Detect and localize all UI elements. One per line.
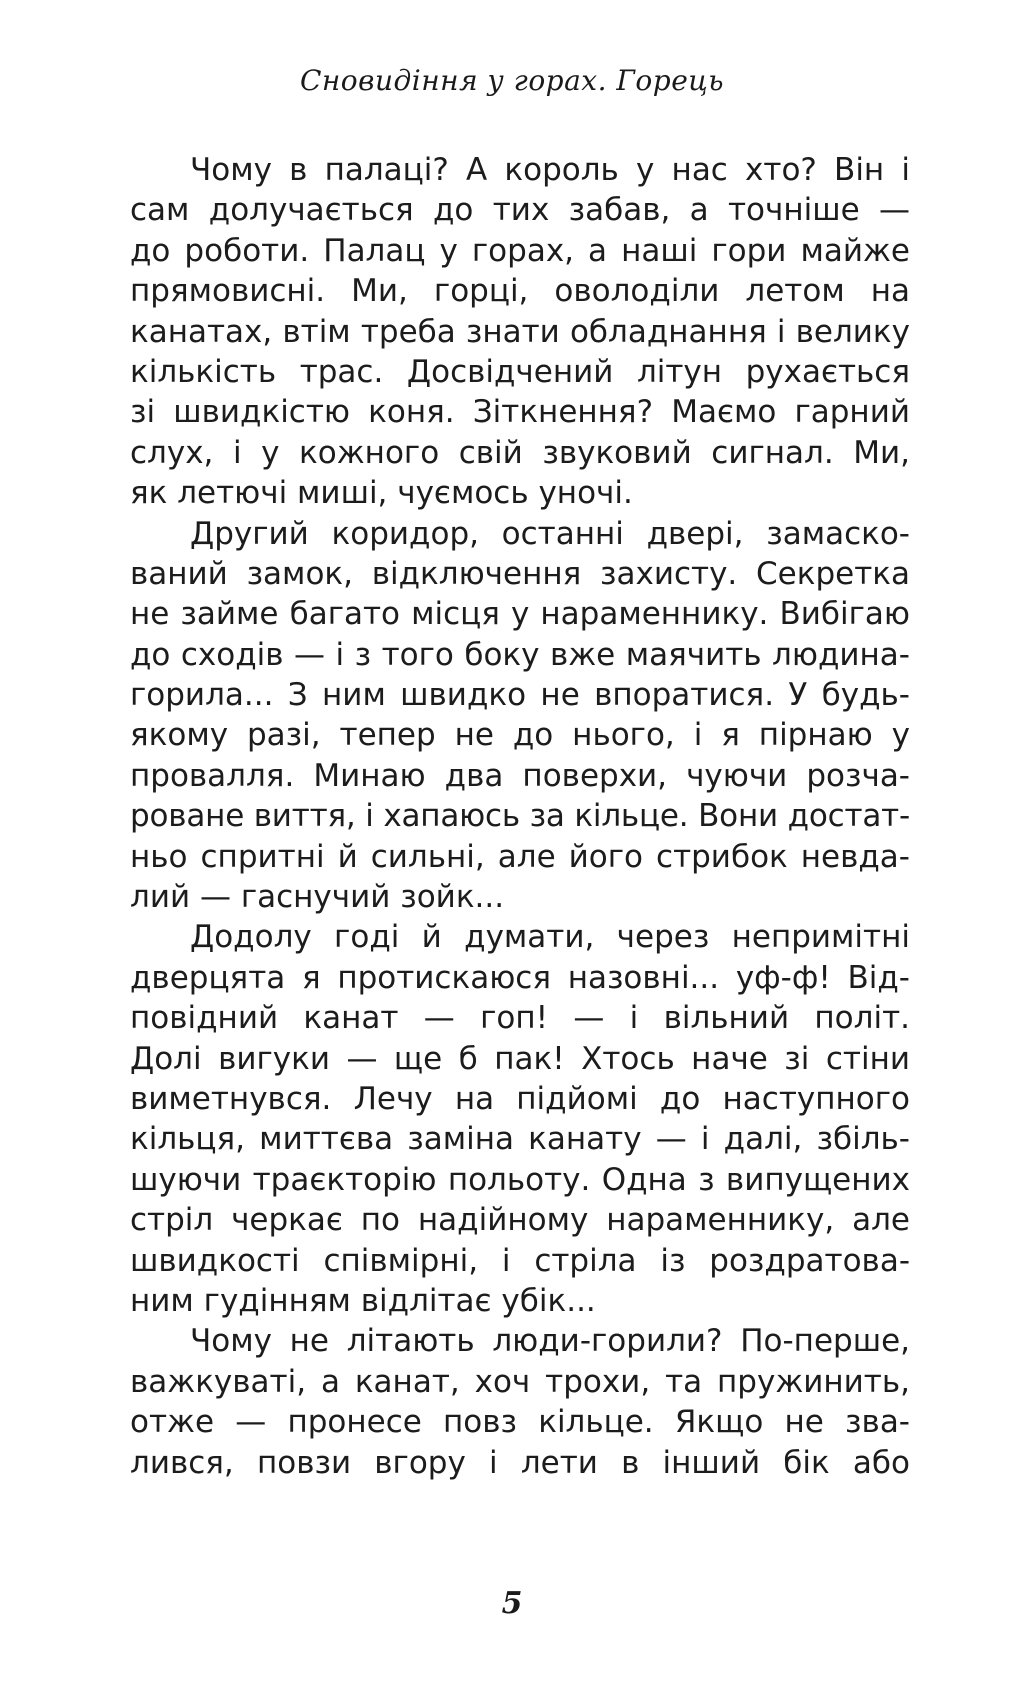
text-line: ваний замок, відключення захисту. Секретка	[130, 555, 910, 592]
paragraph-4	[130, 1321, 910, 1483]
text-line: стріл черкає по надійному нараменнику, але	[130, 1202, 910, 1239]
text-line: лився, повзи вгору і лети в інший бік або	[130, 1444, 910, 1481]
text-line: роване виття, і хапаюсь за кільце. Вони достат-	[130, 798, 910, 835]
text-line: горила... З ним швидко не впоратися. У будь-	[130, 677, 910, 714]
text-line: Чому в палаці? А король у нас хто? Він і	[190, 152, 910, 188]
text-line: ним гудінням відлітає убік...	[130, 1282, 596, 1319]
text-line: сам долучається до тих забав, а точніше —	[130, 192, 910, 229]
text-line: шуючи траєкторію польоту. Одна з випущених	[130, 1161, 910, 1198]
text-line: якому разі, тепер не до нього, і я пірнаю у	[130, 717, 910, 754]
text-line: Долі вигуки — ще б пак! Хтось наче зі стіни	[130, 1040, 910, 1077]
running-header: Сновидіння у горах. Горець	[299, 64, 725, 97]
text-line: не займе багато місця у нараменнику. Вибігаю	[130, 596, 910, 633]
body-text	[130, 150, 910, 1483]
text-line: кільця, миттєва заміна канату — і далі, збіль-	[130, 1121, 910, 1158]
paragraph-2	[130, 514, 910, 918]
text-line: як летючі миші, чуємось уночі.	[130, 475, 633, 512]
text-line: зі швидкістю коня. Зіткнення? Маємо гарний	[130, 394, 910, 431]
paragraph-1	[130, 150, 910, 514]
text-line: кількість трас. Досвідчений літун рухається	[130, 353, 910, 390]
text-line: повідний канат — гоп! — і вільний політ.	[130, 1000, 910, 1037]
page-number: 5	[501, 1586, 523, 1621]
text-line: виметнувся. Лечу на підйомі до наступного	[130, 1080, 910, 1117]
text-line: дверцята я протискаюся назовні... уф-ф! Від-	[130, 959, 910, 996]
paragraph-3	[130, 917, 910, 1321]
text-line: прямовисні. Ми, горці, оволоділи летом на	[130, 273, 910, 310]
text-line: до роботи. Палац у горах, а наші гори майже	[130, 232, 910, 269]
text-line: ньо спритні й сильні, але його стрибок невда-	[130, 838, 910, 875]
text-line: Додолу годі й думати, через непримітні	[190, 919, 910, 956]
text-line: провалля. Минаю два поверхи, чуючи розча-	[130, 757, 910, 794]
text-line: Другий коридор, останні двері, замаско-	[190, 515, 910, 552]
text-line: отже — пронесе повз кільце. Якщо не зва-	[130, 1404, 910, 1441]
text-line: до сходів — і з того боку вже маячить людина-	[130, 636, 910, 673]
text-line: швидкості співмірні, і стріла із роздратова-	[130, 1242, 910, 1279]
text-line: канатах, втім треба знати обладнання і велику	[130, 313, 910, 350]
text-line: слух, і у кожного свій звуковий сигнал. Ми,	[130, 434, 910, 471]
text-line: Чому не літають люди-горили? По-перше,	[190, 1323, 910, 1360]
text-line: важкуваті, а канат, хоч трохи, та пружинить,	[130, 1363, 910, 1400]
text-line: лий — гаснучий зойк...	[130, 879, 505, 916]
